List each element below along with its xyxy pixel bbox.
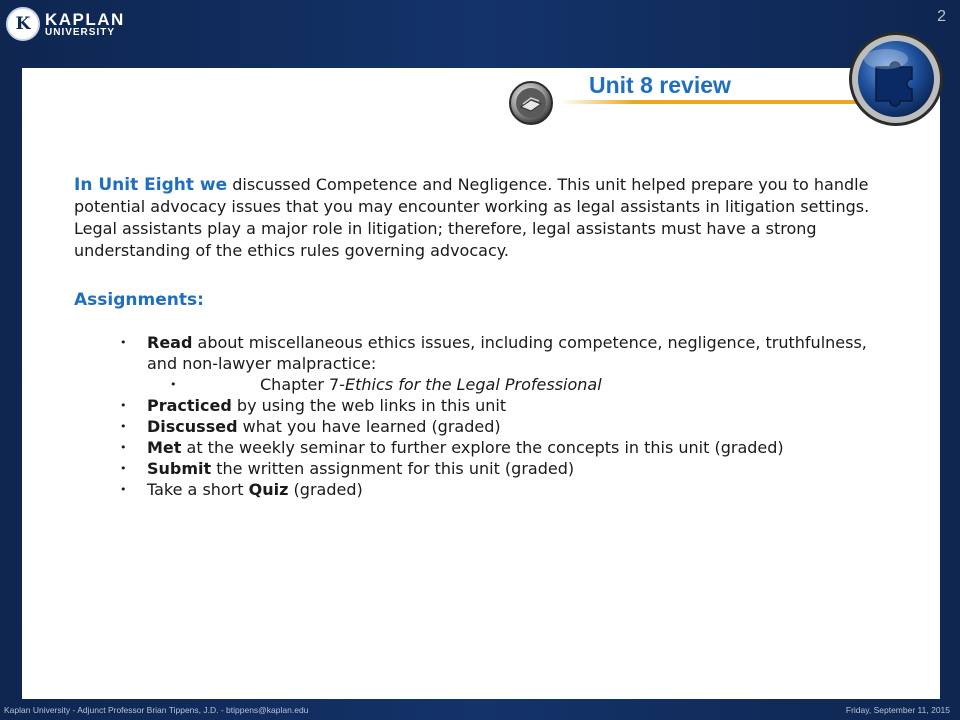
assignments-list: [74, 332, 874, 500]
kaplan-logo: [6, 6, 125, 42]
list-item: • Take a short Quiz (graded): [74, 479, 874, 500]
list-item: • Read about miscellaneous ethics issues, including competence, negligence, truthfulness, and non-lawyer malpractice:: [74, 332, 874, 374]
list-item: • Submit the written assignment for this unit (graded): [74, 458, 874, 479]
book-icon: [508, 80, 554, 126]
intro-text: discussed Competence and Negligence. This unit helped prepare you to handle potential advocacy issues that you may encounter working as legal assistants in litigation settings. Legal assistants play a major role in litigation; therefore, legal assistants must have a strong understanding of the ethics rules governing advocacy.: [74, 175, 870, 260]
slide-title: Unit 8 review: [589, 72, 731, 98]
puzzle-icon: [846, 29, 946, 129]
title-underline: [560, 100, 860, 104]
list-item: • Met at the weekly seminar to further explore the concepts in this unit (graded): [74, 437, 874, 458]
logo-line-1: KAPLAN: [45, 9, 125, 29]
page-number: 2: [937, 8, 946, 25]
slide-body: [74, 174, 874, 500]
logo-line-2: UNIVERSITY: [45, 26, 116, 38]
list-item: • Discussed what you have learned (graded): [74, 416, 874, 437]
list-item: • Practiced by using the web links in this unit: [74, 395, 874, 416]
footer-date: Friday, September 11, 2015: [845, 705, 950, 715]
footer-author: Kaplan University - Adjunct Professor Brian Tippens, J.D. - btippens@kaplan.edu: [4, 705, 309, 715]
list-subitem: • Chapter 7-Ethics for the Legal Professional: [74, 374, 874, 395]
intro-paragraph: [74, 174, 874, 262]
logo-badge-icon: K: [6, 7, 40, 41]
intro-lead: In Unit Eight we: [74, 175, 228, 195]
assignments-heading: Assignments:: [74, 290, 204, 310]
